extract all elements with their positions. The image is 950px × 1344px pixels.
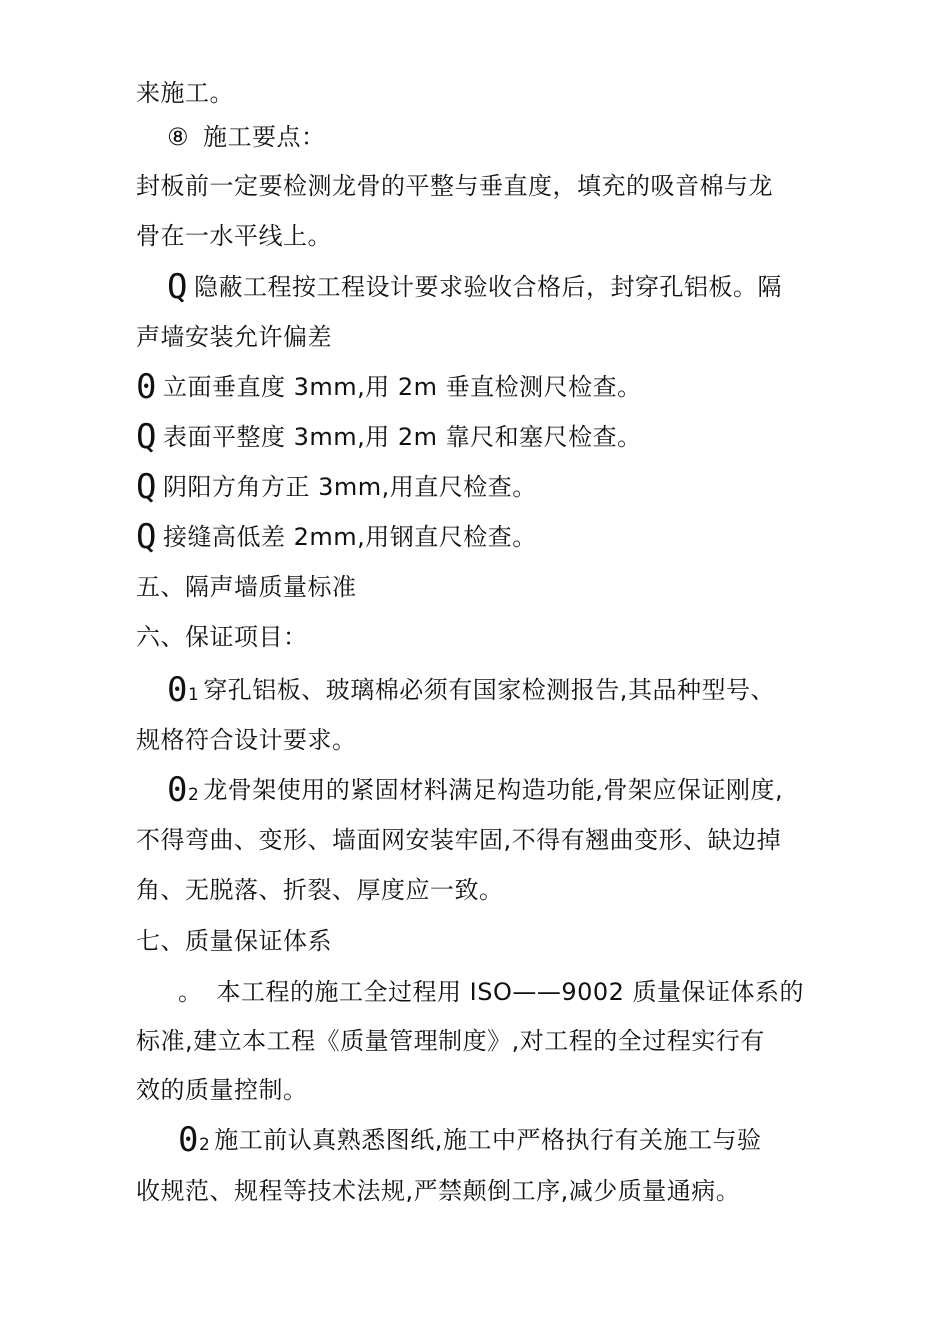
bullet-line bbox=[136, 367, 642, 407]
bullet-marker: 0 bbox=[178, 1120, 199, 1160]
item-number: 2 bbox=[187, 785, 200, 805]
bullet-text: 立面垂直度 3mm,用 2m 垂直检测尺检查。 bbox=[162, 373, 642, 401]
bullet-marker: 。 bbox=[178, 978, 203, 1006]
text-line: 效的质量控制。 bbox=[136, 1076, 308, 1104]
bullet-text: 施工前认真熟悉图纸,施工中严格执行有关施工与验 bbox=[214, 1126, 762, 1154]
bullet-text: 龙骨架使用的紧固材料满足构造功能,骨架应保证刚度, bbox=[203, 776, 784, 804]
bullet-marker: Q bbox=[167, 267, 188, 307]
text-line: 封板前一定要检测龙骨的平整与垂直度，填充的吸音棉与龙 bbox=[136, 172, 773, 200]
bullet-marker: Q bbox=[136, 467, 157, 507]
section-heading bbox=[167, 122, 326, 152]
text-line: 不得弯曲、变形、墙面网安装牢固,不得有翘曲变形、缺边掉 bbox=[136, 826, 782, 854]
bullet-text: 隐蔽工程按工程设计要求验收合格后，封穿孔铝板。隔 bbox=[193, 273, 782, 301]
numbered-line bbox=[167, 770, 784, 810]
numbered-line bbox=[178, 1120, 762, 1160]
bullet-line bbox=[136, 417, 642, 457]
item-number: 2 bbox=[198, 1135, 211, 1155]
section-heading: 五、隔声墙质量标准 bbox=[136, 573, 357, 601]
bullet-line bbox=[136, 517, 537, 557]
item-number: 1 bbox=[187, 685, 200, 705]
heading-text: 施工要点： bbox=[203, 123, 326, 151]
bullet-text: 表面平整度 3mm,用 2m 靠尺和塞尺检查。 bbox=[162, 423, 642, 451]
text-line: 骨在一水平线上。 bbox=[136, 222, 332, 250]
bullet-line bbox=[178, 977, 804, 1007]
bullet-marker: 0 bbox=[167, 670, 188, 710]
text-line: 来施工。 bbox=[136, 79, 234, 107]
bullet-marker: 0 bbox=[167, 770, 188, 810]
text-line: 收规范、规程等技术法规,严禁颠倒工序,减少质量通病。 bbox=[136, 1177, 741, 1205]
text-line: 规格符合设计要求。 bbox=[136, 726, 357, 754]
text-line: 声墙安装允许偏差 bbox=[136, 323, 332, 351]
bullet-text: 穿孔铝板、玻璃棉必须有国家检测报告,其品种型号、 bbox=[203, 676, 775, 704]
bullet-text: 本工程的施工全过程用 ISO——9002 质量保证体系的 bbox=[216, 978, 805, 1006]
section-heading: 六、保证项目： bbox=[136, 623, 308, 651]
bullet-marker: 0 bbox=[136, 367, 157, 407]
bullet-line bbox=[167, 267, 782, 307]
bullet-text: 接缝高低差 2mm,用钢直尺检查。 bbox=[162, 523, 537, 551]
bullet-marker: Q bbox=[136, 417, 157, 457]
section-heading: 七、质量保证体系 bbox=[136, 927, 332, 955]
text-line: 标准,建立本工程《质量管理制度》,对工程的全过程实行有 bbox=[136, 1027, 765, 1055]
bullet-line bbox=[136, 467, 537, 507]
bullet-marker: Q bbox=[136, 517, 157, 557]
numbered-line bbox=[167, 670, 775, 710]
bullet-text: 阴阳方角方正 3mm,用直尺检查。 bbox=[162, 473, 537, 501]
text-line: 角、无脱落、折裂、厚度应一致。 bbox=[136, 876, 504, 904]
circled-number-marker: ⑧ bbox=[167, 123, 190, 151]
